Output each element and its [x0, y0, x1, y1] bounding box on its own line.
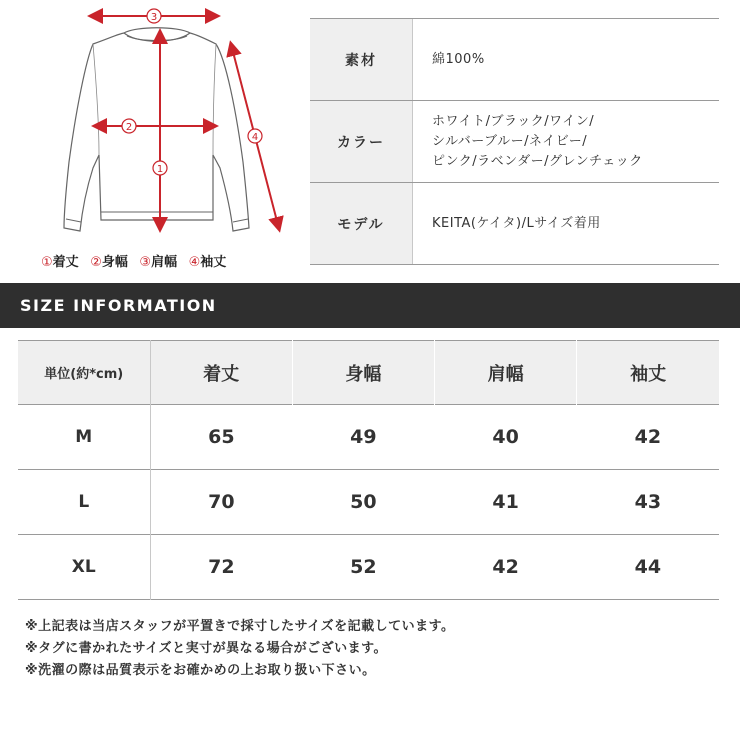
- spec-row-model: [310, 183, 719, 265]
- table-cell: 72: [208, 556, 235, 578]
- table-row: [18, 470, 719, 535]
- table-cell: 41: [492, 491, 519, 513]
- spec-value-line: 綿100%: [432, 51, 485, 67]
- svg-text:4: 4: [251, 132, 259, 143]
- column-header-sleeve-length: 袖丈: [577, 341, 719, 405]
- product-spec-table: [310, 18, 719, 265]
- spec-value-line: ピンク/ラベンダー/グレンチェック: [432, 153, 643, 169]
- table-row: [18, 405, 719, 470]
- legend-item: ③肩幅: [139, 255, 178, 270]
- marker-body-width: [122, 119, 136, 133]
- notes: [25, 616, 455, 682]
- spec-value: [413, 19, 719, 100]
- spec-value: [413, 101, 719, 182]
- svg-text:1: 1: [156, 164, 164, 175]
- svg-text:2: 2: [125, 122, 133, 133]
- legend-item: ②身幅: [90, 255, 128, 270]
- table-cell: 52: [350, 556, 377, 578]
- legend-item: ④袖丈: [188, 255, 227, 270]
- spec-row-material: [310, 19, 719, 101]
- legend-item: ①着丈: [41, 255, 79, 270]
- table-cell: 42: [492, 556, 519, 578]
- size-label: M: [18, 405, 150, 470]
- table-row: [18, 535, 719, 600]
- note-line: ※上記表は当店スタッフが平置きで採寸したサイズを記載しています。: [25, 619, 455, 634]
- spec-value-line: KEITA(ケイタ)/Lサイズ着用: [432, 215, 601, 231]
- spec-label: カラー: [310, 101, 413, 182]
- spec-value-line: ホワイト/ブラック/ワイン/: [432, 113, 595, 129]
- svg-text:3: 3: [150, 12, 158, 23]
- body-outline: [64, 33, 249, 231]
- sweatshirt-illustration: [0, 0, 300, 250]
- unit-header: 単位(約*cm): [18, 341, 150, 405]
- measurement-legend: [41, 251, 281, 270]
- spec-value: [413, 183, 719, 264]
- table-cell: 50: [350, 491, 377, 513]
- table-cell: 65: [208, 426, 235, 448]
- size-table-header: [18, 341, 719, 405]
- note-line: ※洗濯の際は品質表示をお確かめの上お取り扱い下さい。: [25, 663, 376, 678]
- section-title: SIZE INFORMATION: [0, 283, 740, 328]
- table-cell: 44: [634, 556, 662, 578]
- spec-row-color: [310, 101, 719, 183]
- column-header-length: 着丈: [150, 341, 292, 405]
- table-cell: 70: [208, 491, 235, 513]
- table-cell: 40: [492, 426, 519, 448]
- size-label: XL: [18, 535, 150, 600]
- column-header-shoulder-width: 肩幅: [435, 341, 577, 405]
- spec-label: モデル: [310, 183, 413, 264]
- table-cell: 49: [350, 426, 377, 448]
- marker-length: [153, 161, 167, 175]
- garment-diagram: [0, 0, 300, 280]
- table-cell: 42: [634, 426, 662, 448]
- spec-label: 素材: [310, 19, 413, 100]
- note-line: ※タグに書かれたサイズと実寸が異なる場合がございます。: [25, 641, 388, 656]
- table-cell: 43: [634, 491, 662, 513]
- column-header-body-width: 身幅: [292, 341, 434, 405]
- marker-shoulder: [147, 9, 161, 23]
- size-table: [18, 340, 719, 600]
- marker-sleeve: [248, 129, 262, 143]
- size-label: L: [18, 470, 150, 535]
- spec-value-line: シルバーブルー/ネイビー/: [432, 133, 588, 149]
